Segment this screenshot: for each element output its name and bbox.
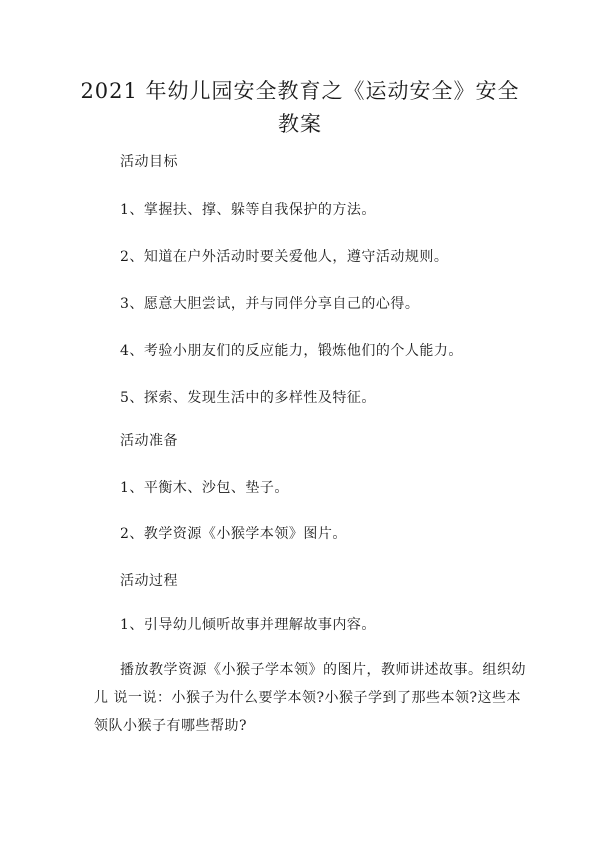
paragraph-line-2: 儿 说一说：小猴子为什么要学本领?小猴子学到了那些本领?这些本 [94,690,521,706]
paragraph-line-3: 领队小猴子有哪些帮助? [94,718,248,734]
document-title-line-2: 教案 [278,112,322,136]
goal-item-3: 3、愿意大胆尝试，并与同伴分享自己的心得。 [120,296,420,312]
section-heading-process: 活动过程 [120,573,178,589]
goal-item-4: 4、考验小朋友们的反应能力，锻炼他们的个人能力。 [120,343,463,359]
goal-item-1: 1、掌握扶、撑、躲等自我保护的方法。 [120,202,376,218]
preparation-item-2: 2、教学资源《小猴学本领》图片。 [120,526,347,542]
goal-item-5: 5、探索、发现生活中的多样性及特征。 [120,390,376,406]
process-item-1: 1、引导幼儿倾听故事并理解故事内容。 [120,617,376,633]
section-heading-preparation: 活动准备 [120,433,178,449]
paragraph-line-1: 播放教学资源《小猴子学本领》的图片，教师讲述故事。组织幼 [120,662,526,678]
section-heading-goals: 活动目标 [120,154,178,170]
goal-item-2: 2、知道在户外活动时要关爱他人，遵守活动规则。 [120,249,449,265]
preparation-item-1: 1、平衡木、沙包、垫子。 [120,480,289,496]
document-title-line-1: 2021 年幼儿园安全教育之《运动安全》安全 [80,79,520,103]
